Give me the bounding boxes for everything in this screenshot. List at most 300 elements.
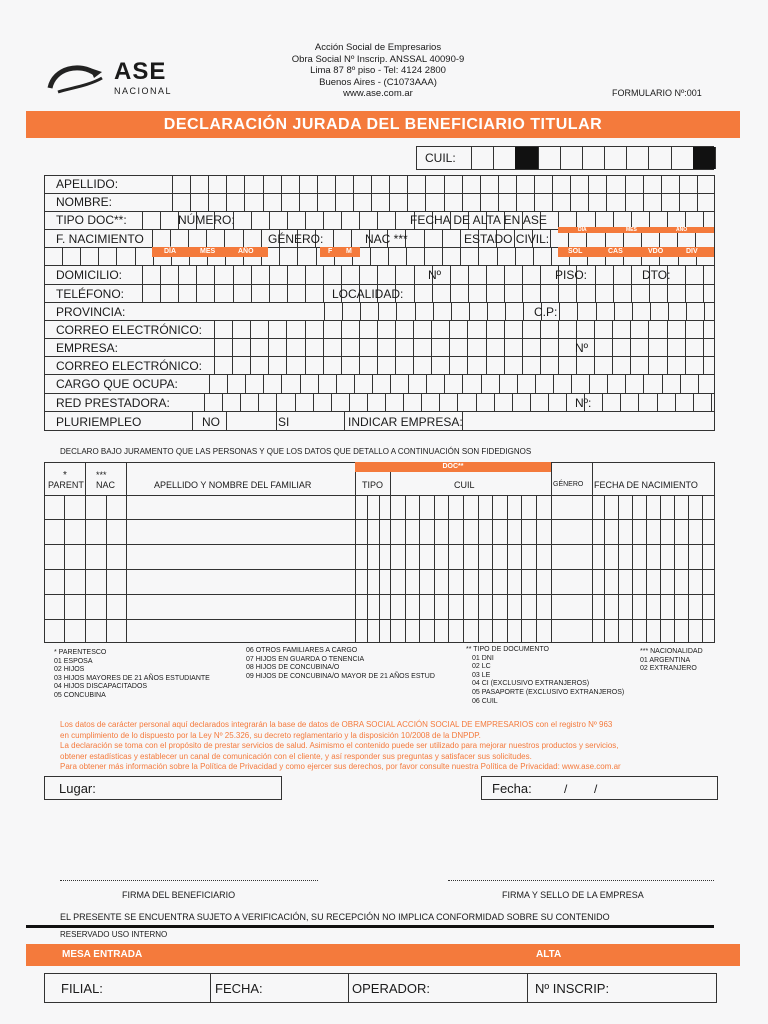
grid-cell-divider: [305, 338, 306, 356]
family-cell-divider: [478, 594, 479, 619]
family-cell-divider: [688, 495, 689, 519]
grid-cell-divider: [178, 265, 179, 284]
genero-label: GÉNERO:: [268, 232, 324, 246]
grid-cell-divider: [188, 229, 189, 247]
grid-cell-divider: [588, 175, 589, 193]
grid-cell-divider: [414, 265, 415, 284]
grid-cell-divider: [522, 356, 523, 374]
filial-label: FILIAL:: [61, 981, 103, 996]
grid-cell-divider: [551, 247, 552, 265]
grid-cell-divider: [299, 193, 300, 211]
correo1-label: CORREO ELECTRÓNICO:: [56, 323, 203, 337]
family-cell-divider: [702, 519, 703, 544]
legend-line: 03 HIJOS MAYORES DE 21 AÑOS ESTUDIANTE: [54, 674, 210, 682]
grid-cell-divider: [576, 356, 577, 374]
legend-line: 01 ARGENTINA: [640, 656, 691, 664]
family-cell-divider: [688, 519, 689, 544]
grid-cell-divider: [540, 338, 541, 356]
grid-cell-divider: [612, 338, 613, 356]
legend-line: 02 HIJOS: [54, 666, 85, 674]
family-border: [714, 462, 715, 643]
family-cell-divider: [536, 495, 537, 519]
grid-row-line: [44, 175, 714, 176]
family-cell-divider: [367, 495, 368, 519]
family-cell-divider: [478, 619, 479, 642]
grid-cell-divider: [576, 320, 577, 338]
grid-cell-divider: [685, 265, 686, 284]
grid-cell-divider: [620, 393, 621, 411]
grid-cell-divider: [281, 374, 282, 393]
family-cell-divider: [660, 519, 661, 544]
family-cell-divider: [646, 619, 647, 642]
grid-cell-divider: [570, 193, 571, 211]
grid-cell-divider: [548, 393, 549, 411]
firma-beneficiario-label: FIRMA DEL BENEFICIARIO: [122, 890, 236, 900]
grid-cell-divider: [449, 338, 450, 356]
domicilio-label: DOMICILIO:: [56, 268, 123, 282]
f-nacimiento-label: F. NACIMIENTO: [56, 232, 144, 246]
grid-cell-divider: [268, 338, 269, 356]
grid-cell-divider: [648, 356, 649, 374]
family-cell-divider: [106, 544, 107, 569]
grid-cell-divider: [504, 284, 505, 302]
grid-cell-divider: [630, 356, 631, 374]
family-cell-divider: [390, 495, 391, 519]
col-cuil-header: CUIL: [454, 480, 475, 490]
grid-cell-divider: [390, 374, 391, 393]
internal-use-bar: [26, 944, 740, 966]
grid-cell-divider: [351, 229, 352, 247]
grid-cell-divider: [372, 374, 373, 393]
grid-cell-divider: [703, 320, 704, 338]
family-cell-divider: [106, 594, 107, 619]
grid-cell-divider: [444, 175, 445, 193]
form-number: FORMULARIO Nº:001: [612, 88, 702, 98]
family-cell-divider: [419, 594, 420, 619]
family-cell-divider: [379, 619, 380, 642]
family-cell-divider: [492, 619, 493, 642]
grid-cell-divider: [425, 193, 426, 211]
grid-row-line: [44, 374, 714, 375]
grid-cell-divider: [540, 265, 541, 284]
family-cell-divider: [492, 594, 493, 619]
empresa-label: EMPRESA:: [56, 341, 119, 355]
grid-cell-divider: [571, 374, 572, 393]
family-cell-divider: [463, 519, 464, 544]
grid-cell-divider: [341, 320, 342, 338]
grid-cell-divider: [577, 302, 578, 320]
grid-cell-divider: [606, 175, 607, 193]
grid-cell-divider: [385, 393, 386, 411]
org-line: Buenos Aires - (C1073AAA): [319, 76, 437, 88]
privacy-line: obtener estadísticas y establecer un canal de comunicación con el cliente, y así responder sus preguntas y satisfacer sus solicitudes.: [60, 751, 532, 761]
family-cell-divider: [64, 594, 65, 619]
family-cell-divider: [646, 594, 647, 619]
grid-cell-divider: [662, 374, 663, 393]
fecha-alta-sublabels: [558, 227, 714, 233]
alta-anio-sublabel: AÑO: [676, 227, 688, 233]
grid-cell-divider: [233, 284, 234, 302]
grid-cell-divider: [595, 265, 596, 284]
pluriempleo-label: PLURIEMPLEO: [56, 415, 142, 429]
grid-cell-divider: [116, 247, 117, 265]
lugar-field[interactable]: [44, 776, 282, 800]
estado-civil-sublabels: [558, 247, 714, 257]
grid-row-line: [44, 356, 714, 357]
family-cell-divider: [632, 519, 633, 544]
ase-logo-icon: [44, 58, 106, 98]
alta-label: ALTA: [536, 949, 562, 960]
grid-cell-divider: [244, 175, 245, 193]
grid-cell-divider: [178, 284, 179, 302]
grid-cell-divider: [494, 393, 495, 411]
family-cell-divider: [390, 594, 391, 619]
family-col-line: [592, 462, 593, 642]
family-cell-divider: [618, 544, 619, 569]
cargo-label: CARGO QUE OCUPA:: [56, 377, 178, 391]
grid-cell-divider: [297, 247, 298, 265]
family-cell-divider: [64, 519, 65, 544]
grid-cell-divider: [667, 284, 668, 302]
grid-cell-divider: [612, 356, 613, 374]
grid-cell-divider: [570, 175, 571, 193]
family-cell-divider: [419, 519, 420, 544]
legend-parentesco: [54, 649, 210, 701]
grid-cell-divider: [196, 265, 197, 284]
family-cell-divider: [448, 495, 449, 519]
family-cell-divider: [604, 544, 605, 569]
grid-cell-divider: [353, 175, 354, 193]
grid-cell-divider: [299, 175, 300, 193]
grid-cell-divider: [377, 338, 378, 356]
family-cell-divider: [618, 519, 619, 544]
piso-label: PISO:: [555, 268, 588, 282]
grid-cell-divider: [667, 356, 668, 374]
grid-cell-divider: [377, 356, 378, 374]
family-cell-divider: [618, 495, 619, 519]
grid-cell-divider: [354, 374, 355, 393]
f-sublabel: F: [328, 248, 333, 255]
family-cell-divider: [702, 594, 703, 619]
grid-cell-divider: [317, 175, 318, 193]
family-cell-divider: [64, 619, 65, 642]
domicilio-nro-label: Nº: [428, 268, 442, 282]
grid-cell-divider: [444, 193, 445, 211]
grid-cell-divider: [630, 338, 631, 356]
family-cell-divider: [702, 544, 703, 569]
empresa-nro-label: Nº: [575, 341, 589, 355]
family-col-line: [85, 462, 86, 642]
fecha-slashes: / /: [564, 782, 598, 796]
legend-line: 04 HIJOS DISCAPACITADOS: [54, 683, 148, 691]
grid-cell-divider: [190, 175, 191, 193]
family-cell-divider: [64, 569, 65, 594]
grid-cell-divider: [499, 374, 500, 393]
family-cell-divider: [604, 594, 605, 619]
family-cell-divider: [521, 495, 522, 519]
privacy-line: Los datos de carácter personal aquí declarados integrarán la base de datos de OBRA SOCIAL ACCIÓN SOCIAL DE EMPRESARIOS con el registro Nº 963: [60, 720, 613, 729]
m-sublabel: M: [346, 248, 352, 255]
verification-text: EL PRESENTE SE ENCUENTRA SUJETO A VERIFICACIÓN, SU RECEPCIÓN NO IMPLICA CONFORMIDAD SOBRE SU CONTENIDO: [60, 912, 610, 922]
family-cell-divider: [521, 619, 522, 642]
cuil-cell-divider: [626, 147, 627, 169]
grid-cell-divider: [431, 356, 432, 374]
grid-cell-divider: [318, 374, 319, 393]
grid-cell-divider: [286, 320, 287, 338]
grid-cell-divider: [703, 284, 704, 302]
grid-cell-divider: [295, 393, 296, 411]
si-option[interactable]: SI: [278, 415, 290, 429]
grid-cell-divider: [135, 247, 136, 265]
legend-line: 02 LC: [472, 663, 491, 671]
family-cell-divider: [702, 569, 703, 594]
red-nro-label: Nº:: [575, 396, 592, 410]
grid-cell-divider: [431, 320, 432, 338]
grid-cell-divider: [142, 211, 143, 229]
grid-cell-divider: [226, 411, 227, 430]
cuil-label: CUIL:: [425, 151, 456, 165]
family-cell-divider: [379, 495, 380, 519]
grid-cell-divider: [250, 320, 251, 338]
grid-cell-divider: [558, 356, 559, 374]
grid-row-line: [44, 193, 714, 194]
family-cell-divider: [434, 569, 435, 594]
grid-cell-divider: [360, 302, 361, 320]
grid-cell-divider: [498, 193, 499, 211]
grid-cell-divider: [336, 374, 337, 393]
family-cell-divider: [367, 619, 368, 642]
grid-cell-divider: [462, 175, 463, 193]
grid-cell-divider: [323, 356, 324, 374]
family-cell-divider: [536, 519, 537, 544]
grid-cell-divider: [268, 356, 269, 374]
no-option[interactable]: NO: [202, 415, 220, 429]
grid-cell-divider: [396, 302, 397, 320]
legend-line: 01 DNI: [472, 654, 494, 662]
family-cell-divider: [660, 619, 661, 642]
family-cell-divider: [688, 569, 689, 594]
family-cell-divider: [618, 594, 619, 619]
alta-mes-sublabel: MES: [626, 227, 637, 233]
grid-cell-divider: [313, 393, 314, 411]
family-cell-divider: [405, 495, 406, 519]
cuil-cell-divider: [715, 147, 716, 169]
firma-empresa-line: [448, 880, 714, 881]
org-info: [258, 42, 498, 100]
family-cell-divider: [64, 495, 65, 519]
grid-cell-divider: [602, 393, 603, 411]
grid-cell-divider: [286, 356, 287, 374]
grid-cell-divider: [395, 265, 396, 284]
grid-cell-divider: [395, 356, 396, 374]
grid-cell-divider: [344, 411, 345, 430]
grid-row-line: [44, 338, 714, 339]
family-cell-divider: [390, 544, 391, 569]
family-cell-divider: [632, 544, 633, 569]
grid-cell-divider: [522, 320, 523, 338]
grid-cell-divider: [530, 393, 531, 411]
grid-row-line: [44, 430, 714, 431]
grid-cell-divider: [449, 356, 450, 374]
family-cell-divider: [379, 519, 380, 544]
org-line: Lima 87 8º piso - Tel: 4124 2800: [310, 65, 446, 77]
grid-cell-divider: [377, 265, 378, 284]
grid-cell-divider: [192, 411, 193, 430]
grid-cell-divider: [160, 211, 161, 229]
grid-cell-divider: [504, 265, 505, 284]
family-cell-divider: [448, 519, 449, 544]
grid-cell-divider: [697, 175, 698, 193]
family-cell-divider: [632, 619, 633, 642]
grid-cell-divider: [685, 284, 686, 302]
col-apellido-header: APELLIDO Y NOMBRE DEL FAMILIAR: [154, 480, 312, 490]
family-cell-divider: [367, 519, 368, 544]
cp-label: C.P:: [534, 305, 558, 319]
grid-cell-divider: [268, 320, 269, 338]
family-cell-divider: [405, 544, 406, 569]
cuil-cell-divider: [560, 147, 561, 169]
family-cell-divider: [463, 569, 464, 594]
grid-cell-divider: [552, 175, 553, 193]
grid-cell-divider: [281, 175, 282, 193]
grid-cell-divider: [625, 374, 626, 393]
grid-cell-divider: [269, 211, 270, 229]
declaration-text: DECLARO BAJO JURAMENTO QUE LAS PERSONAS Y QUE LOS DATOS QUE DETALLO A CONTINUACIÓN SON FIDEDIGNOS: [60, 447, 532, 456]
grid-cell-divider: [245, 374, 246, 393]
grid-cell-divider: [214, 356, 215, 374]
cas-sublabel: CAS: [608, 248, 623, 255]
family-cell-divider: [551, 519, 552, 544]
grid-cell-divider: [486, 265, 487, 284]
grid-cell-divider: [407, 175, 408, 193]
family-cell-divider: [618, 619, 619, 642]
family-cell-divider: [478, 544, 479, 569]
grid-cell-divider: [172, 193, 173, 211]
grid-cell-divider: [250, 338, 251, 356]
grid-cell-divider: [287, 211, 288, 229]
cuil-cell-divider: [493, 147, 494, 169]
col-fecha-header: FECHA DE NACIMIENTO: [594, 480, 698, 490]
family-cell-divider: [674, 619, 675, 642]
mes-sublabel: MES: [200, 248, 216, 255]
grid-cell-divider: [342, 302, 343, 320]
grid-cell-divider: [251, 211, 252, 229]
grid-cell-divider: [209, 374, 210, 393]
grid-cell-divider: [486, 320, 487, 338]
grid-cell-divider: [142, 284, 143, 302]
grid-cell-divider: [462, 374, 463, 393]
grid-cell-divider: [204, 393, 205, 411]
grid-cell-divider: [371, 193, 372, 211]
grid-cell-divider: [685, 338, 686, 356]
grid-cell-divider: [160, 265, 161, 284]
grid-cell-divider: [269, 284, 270, 302]
grid-row-line: [44, 393, 714, 394]
grid-cell-divider: [359, 265, 360, 284]
anio-sublabel: AÑO: [238, 248, 254, 255]
cuil-separator-cell: [693, 147, 715, 169]
family-cell-divider: [106, 569, 107, 594]
grid-cell-divider: [449, 320, 450, 338]
grid-cell-divider: [305, 284, 306, 302]
grid-cell-divider: [487, 302, 488, 320]
grid-cell-divider: [258, 393, 259, 411]
grid-cell-divider: [263, 175, 264, 193]
grid-cell-divider: [481, 374, 482, 393]
family-cell-divider: [405, 619, 406, 642]
grid-cell-divider: [643, 175, 644, 193]
col-parent-header: PARENT: [48, 480, 84, 490]
fecha-field[interactable]: [481, 776, 718, 800]
grid-cell-divider: [606, 193, 607, 211]
grid-cell-divider: [341, 356, 342, 374]
grid-cell-divider: [432, 284, 433, 302]
grid-cell-divider: [286, 338, 287, 356]
grid-cell-divider: [323, 211, 324, 229]
grid-cell-divider: [460, 247, 461, 265]
grid-cell-divider: [214, 265, 215, 284]
family-cell-divider: [660, 594, 661, 619]
grid-cell-divider: [650, 302, 651, 320]
grid-cell-divider: [685, 356, 686, 374]
grid-cell-divider: [486, 284, 487, 302]
family-cell-divider: [390, 569, 391, 594]
family-row-line: [44, 642, 714, 643]
grid-cell-divider: [711, 393, 712, 411]
grid-cell-divider: [389, 193, 390, 211]
family-cell-divider: [448, 619, 449, 642]
cuil-cell-divider: [471, 147, 472, 169]
grid-cell-divider: [533, 247, 534, 265]
cuil-field[interactable]: [416, 146, 714, 170]
grid-cell-divider: [613, 284, 614, 302]
legend-line: 04 CI (EXCLUSIVO EXTRANJEROS): [472, 680, 590, 688]
family-cell-divider: [390, 619, 391, 642]
grid-cell-divider: [558, 284, 559, 302]
family-cell-divider: [604, 495, 605, 519]
grid-cell-divider: [172, 175, 173, 193]
grid-cell-divider: [504, 338, 505, 356]
family-cell-divider: [492, 495, 493, 519]
grid-cell-divider: [421, 393, 422, 411]
grid-cell-divider: [377, 211, 378, 229]
family-cell-divider: [688, 619, 689, 642]
family-col-line: [126, 462, 127, 642]
family-cell-divider: [434, 495, 435, 519]
privacy-notice: [60, 720, 720, 773]
grid-cell-divider: [424, 229, 425, 247]
family-cell-divider: [106, 519, 107, 544]
grid-cell-divider: [478, 247, 479, 265]
firma-empresa-label: FIRMA Y SELLO DE LA EMPRESA: [502, 890, 644, 900]
genero-sublabels: [320, 247, 360, 257]
grid-cell-divider: [631, 265, 632, 284]
grid-cell-divider: [649, 284, 650, 302]
grid-cell-divider: [450, 284, 451, 302]
grid-cell-divider: [661, 175, 662, 193]
grid-cell-divider: [498, 175, 499, 193]
grid-cell-divider: [657, 393, 658, 411]
grid-cell-divider: [415, 302, 416, 320]
family-cell-divider: [618, 569, 619, 594]
grid-cell-divider: [413, 338, 414, 356]
grid-cell-divider: [468, 265, 469, 284]
family-cell-divider: [632, 594, 633, 619]
grid-cell-divider: [467, 320, 468, 338]
family-cell-divider: [551, 569, 552, 594]
grid-cell-divider: [439, 393, 440, 411]
family-cell-divider: [492, 544, 493, 569]
